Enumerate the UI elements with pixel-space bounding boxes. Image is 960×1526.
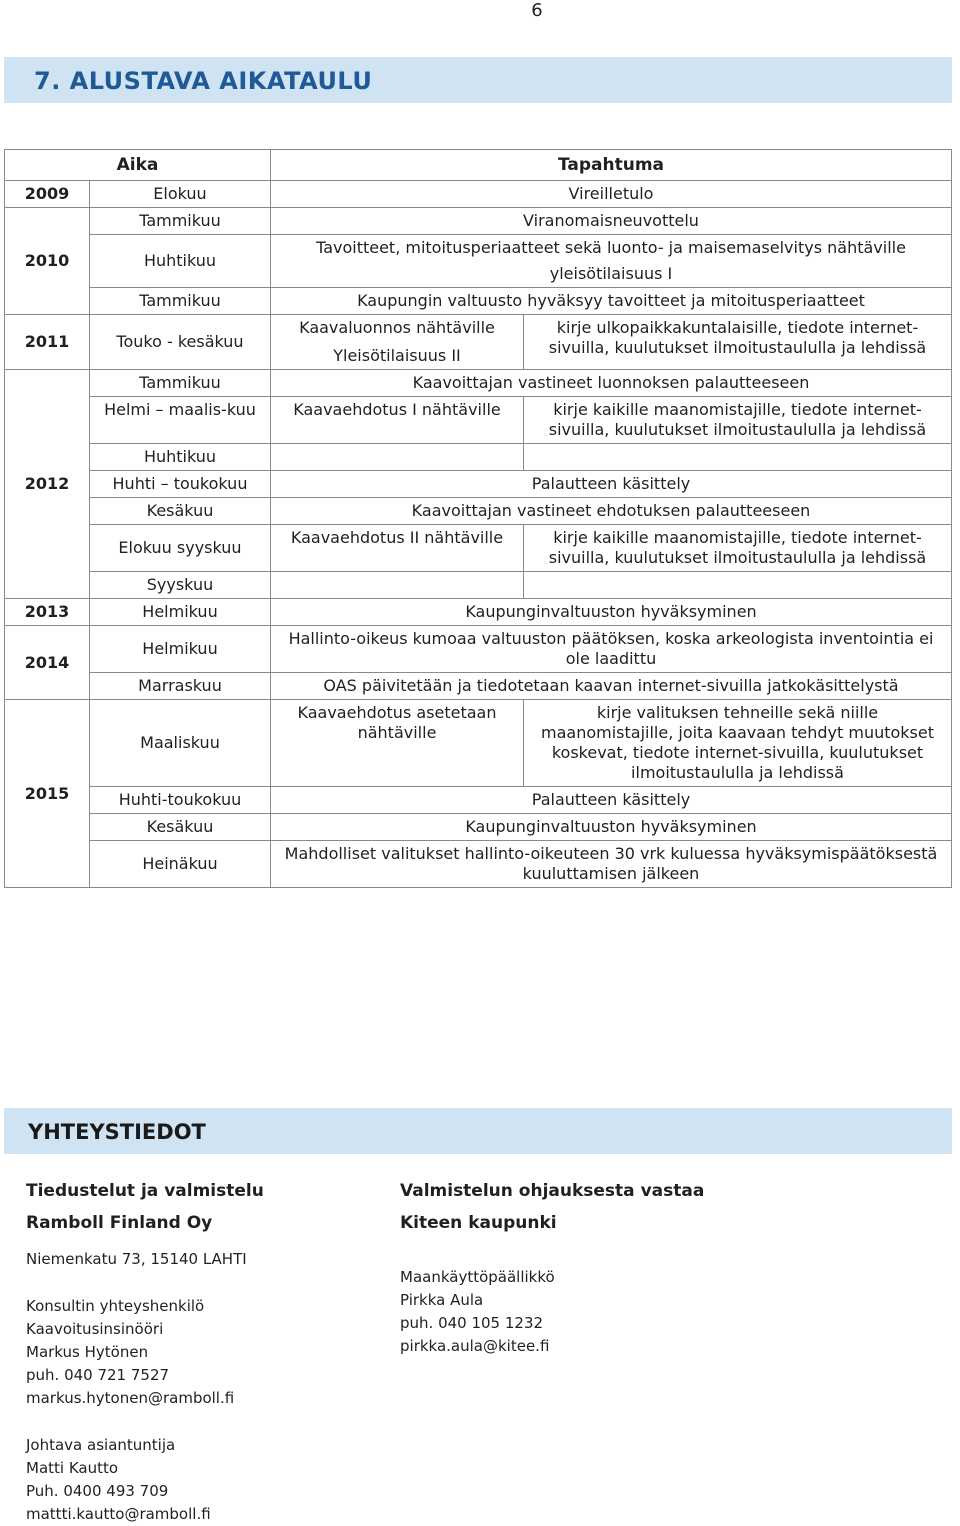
contact-heading: Tiedustelut ja valmistelu <box>26 1181 264 1201</box>
contact-name: Pirkka Aula <box>400 1291 484 1309</box>
table-row <box>5 370 952 397</box>
event-cell: Palautteen käsittely <box>271 471 952 498</box>
event-cell: OAS päivitetään ja tiedotetaan kaavan internet-sivuilla jatkokäsittelystä <box>271 673 952 700</box>
event-cell: Tavoitteet, mitoitusperiaatteet sekä luonto- ja maisemaselvitys nähtäville <box>271 235 952 262</box>
event-right-cell: kirje kaikille maanomistajille, tiedote internet-sivuilla, kuulutukset ilmoitustaululla ja lehdissä <box>524 525 952 572</box>
year-cell: 2009 <box>5 181 90 208</box>
year-cell: 2012 <box>5 370 90 599</box>
month-cell: Huhti – toukokuu <box>90 471 271 498</box>
month-cell: Helmi – maalis-kuu <box>90 397 271 444</box>
year-cell: 2013 <box>5 599 90 626</box>
event-cell: Hallinto-oikeus kumoaa valtuuston päätöksen, koska arkeologista inventointia ei ole laadittu <box>271 626 952 673</box>
event-cell: Kaavoittajan vastineet ehdotuksen palautteeseen <box>271 498 952 525</box>
table-row <box>5 787 952 814</box>
event-right-cell: kirje ulkopaikkakuntalaisille, tiedote internet-sivuilla, kuulutukset ilmoitustaululla ja lehdissä <box>524 315 952 370</box>
table-row <box>5 572 952 599</box>
event-left-cell: Kaavaehdotus II nähtäville <box>271 525 524 572</box>
month-cell: Elokuu <box>90 181 271 208</box>
year-cell: 2015 <box>5 700 90 888</box>
section-title: 7. ALUSTAVA AIKATAULU <box>34 67 373 95</box>
contact-role: Johtava asiantuntija <box>26 1436 176 1454</box>
event-left-text: Yleisötilaisuus II <box>333 346 461 365</box>
event-left-cell: Kaavaehdotus I nähtäville <box>271 397 524 444</box>
event-right-cell <box>524 572 952 599</box>
contact-phone: puh. 040 105 1232 <box>400 1314 544 1332</box>
table-row <box>5 814 952 841</box>
month-cell: Tammikuu <box>90 208 271 235</box>
event-cell: Palautteen käsittely <box>271 787 952 814</box>
table-row <box>5 397 952 444</box>
month-cell: Helmikuu <box>90 626 271 673</box>
contact-organization: Kiteen kaupunki <box>400 1213 557 1233</box>
event-left-cell <box>271 315 524 370</box>
table-row <box>5 841 952 888</box>
contact-label: Konsultin yhteyshenkilö <box>26 1297 205 1315</box>
contacts-header <box>4 1108 952 1154</box>
month-cell: Elokuu syyskuu <box>90 525 271 572</box>
schedule-table <box>4 149 952 888</box>
event-right-cell: kirje valituksen tehneille sekä niille maanomistajille, joita kaavaan tehdyt muutokset koskevat, tiedote internet-sivuilla, kuulutukset ilmoitustaululla ja lehdissä <box>524 700 952 787</box>
month-cell: Heinäkuu <box>90 841 271 888</box>
month-cell: Helmikuu <box>90 599 271 626</box>
event-cell: Vireilletulo <box>271 181 952 208</box>
contact-role: Kaavoitusinsinööri <box>26 1320 164 1338</box>
contact-email[interactable]: pirkka.aula@kitee.fi <box>400 1337 550 1355</box>
page-number: 6 <box>531 0 543 21</box>
contact-column-left <box>26 1180 386 1526</box>
section-header <box>4 57 952 103</box>
table-row <box>5 498 952 525</box>
contact-phone: Puh. 0400 493 709 <box>26 1482 169 1500</box>
table-row <box>5 525 952 572</box>
month-cell: Huhti-toukokuu <box>90 787 271 814</box>
month-cell: Marraskuu <box>90 673 271 700</box>
contact-address: Niemenkatu 73, 15140 LAHTI <box>26 1250 247 1268</box>
month-cell: Touko - kesäkuu <box>90 315 271 370</box>
contact-organization: Ramboll Finland Oy <box>26 1213 213 1233</box>
event-cell: Kaupunginvaltuuston hyväksyminen <box>271 599 952 626</box>
event-right-cell: kirje kaikille maanomistajille, tiedote internet-sivuilla, kuulutukset ilmoitustaululla ja lehdissä <box>524 397 952 444</box>
contact-role: Maankäyttöpäällikkö <box>400 1268 555 1286</box>
contact-email[interactable]: markus.hytonen@ramboll.fi <box>26 1389 235 1407</box>
table-row <box>5 471 952 498</box>
month-cell: Tammikuu <box>90 288 271 315</box>
table-row <box>5 599 952 626</box>
year-cell: 2010 <box>5 208 90 315</box>
contact-phone: puh. 040 721 7527 <box>26 1366 170 1384</box>
header-event: Tapahtuma <box>271 150 952 181</box>
header-time: Aika <box>5 150 271 181</box>
event-left-text: Kaavaluonnos nähtäville <box>299 318 495 337</box>
event-cell: yleisötilaisuus I <box>271 261 952 288</box>
event-cell: Kaavoittajan vastineet luonnoksen palautteeseen <box>271 370 952 397</box>
event-right-cell <box>524 444 952 471</box>
contact-name: Markus Hytönen <box>26 1343 149 1361</box>
year-cell: 2014 <box>5 626 90 700</box>
table-row <box>5 626 952 673</box>
month-cell: Tammikuu <box>90 370 271 397</box>
month-cell: Maaliskuu <box>90 700 271 787</box>
event-cell: Viranomaisneuvottelu <box>271 208 952 235</box>
table-row <box>5 673 952 700</box>
event-left-cell: Kaavaehdotus asetetaan nähtäville <box>271 700 524 787</box>
month-cell: Kesäkuu <box>90 498 271 525</box>
table-row <box>5 235 952 262</box>
contact-heading: Valmistelun ohjauksesta vastaa <box>400 1181 705 1201</box>
contact-column-right <box>400 1180 900 1358</box>
table-row <box>5 181 952 208</box>
event-cell: Mahdolliset valitukset hallinto-oikeuteen 30 vrk kuluessa hyväksymispäätöksestä kuuluttamisen jälkeen <box>271 841 952 888</box>
event-cell: Kaupungin valtuusto hyväksyy tavoitteet ja mitoitusperiaatteet <box>271 288 952 315</box>
table-row <box>5 700 952 787</box>
month-cell: Syyskuu <box>90 572 271 599</box>
event-left-cell <box>271 444 524 471</box>
month-cell: Kesäkuu <box>90 814 271 841</box>
contacts-title: YHTEYSTIEDOT <box>28 1120 206 1144</box>
contact-name: Matti Kautto <box>26 1459 119 1477</box>
event-cell: Kaupunginvaltuuston hyväksyminen <box>271 814 952 841</box>
table-header-row <box>5 150 952 181</box>
year-cell: 2011 <box>5 315 90 370</box>
month-cell: Huhtikuu <box>90 444 271 471</box>
event-left-cell <box>271 572 524 599</box>
contact-email[interactable]: mattti.kautto@ramboll.fi <box>26 1505 211 1523</box>
table-row <box>5 208 952 235</box>
month-cell: Huhtikuu <box>90 235 271 288</box>
table-row <box>5 288 952 315</box>
table-row <box>5 444 952 471</box>
table-row <box>5 315 952 370</box>
